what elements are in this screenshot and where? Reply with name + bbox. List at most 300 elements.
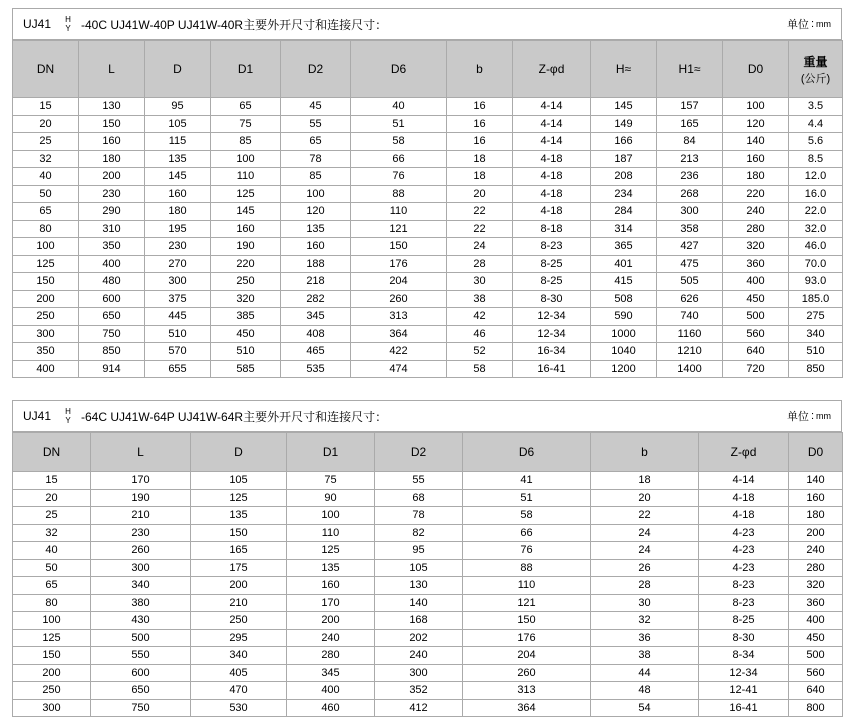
table-row bbox=[13, 647, 843, 665]
table-cell: 720 bbox=[723, 360, 789, 378]
table-cell: 100 bbox=[211, 150, 281, 168]
table-cell: 85 bbox=[211, 133, 281, 151]
table-cell: 125 bbox=[191, 489, 287, 507]
table-cell: 16-41 bbox=[513, 360, 591, 378]
table-cell: 408 bbox=[281, 325, 351, 343]
table-cell: 850 bbox=[789, 360, 843, 378]
table-cell: 4.4 bbox=[789, 115, 843, 133]
table-row bbox=[13, 343, 843, 361]
table-cell: 125 bbox=[287, 542, 375, 560]
section2-model-code: UJ41 bbox=[22, 409, 51, 423]
table-cell: 300 bbox=[13, 699, 91, 717]
table-cell: 360 bbox=[789, 594, 843, 612]
table-cell: 65 bbox=[281, 133, 351, 151]
th-weight-label: 重量 bbox=[803, 54, 828, 69]
table-cell: 54 bbox=[591, 699, 699, 717]
table-cell: 15 bbox=[13, 472, 91, 490]
table-cell: 36 bbox=[591, 629, 699, 647]
th-d2: D2 bbox=[281, 41, 351, 98]
table-cell: 16 bbox=[447, 98, 513, 116]
table-cell: 4-18 bbox=[513, 168, 591, 186]
section1-hy-y: Y bbox=[65, 24, 71, 33]
table-cell: 300 bbox=[145, 273, 211, 291]
table-cell: 505 bbox=[657, 273, 723, 291]
section2-unit: 单位 : mm bbox=[786, 410, 831, 423]
table-cell: 105 bbox=[145, 115, 211, 133]
table-cell: 75 bbox=[287, 472, 375, 490]
table-cell: 16-34 bbox=[513, 343, 591, 361]
table-cell: 380 bbox=[91, 594, 191, 612]
table-row bbox=[13, 594, 843, 612]
table-cell: 76 bbox=[351, 168, 447, 186]
table-cell: 160 bbox=[79, 133, 145, 151]
table-cell: 640 bbox=[789, 682, 843, 700]
table-cell: 8-18 bbox=[513, 220, 591, 238]
table-40c-header-row bbox=[13, 41, 843, 98]
section1-unit: 单位 : mm bbox=[786, 18, 831, 31]
section1-title-bar bbox=[12, 8, 842, 40]
table-cell: 560 bbox=[789, 664, 843, 682]
table-cell: 185.0 bbox=[789, 290, 843, 308]
table-cell: 130 bbox=[375, 577, 463, 595]
table-cell: 250 bbox=[13, 308, 79, 326]
table-cell: 1000 bbox=[591, 325, 657, 343]
table-cell: 300 bbox=[375, 664, 463, 682]
table-cell: 150 bbox=[191, 524, 287, 542]
table-cell: 310 bbox=[79, 220, 145, 238]
table-cell: 204 bbox=[351, 273, 447, 291]
table-cell: 460 bbox=[287, 699, 375, 717]
table-cell: 12.0 bbox=[789, 168, 843, 186]
section1-title-text: -40C UJ41W-40P UJ41W-40R主要外开尺寸和连接尺寸： bbox=[81, 17, 388, 32]
table-cell: 210 bbox=[191, 594, 287, 612]
table-cell: 202 bbox=[375, 629, 463, 647]
table-cell: 18 bbox=[447, 150, 513, 168]
table-cell: 65 bbox=[13, 577, 91, 595]
table-cell: 1400 bbox=[657, 360, 723, 378]
table-cell: 65 bbox=[13, 203, 79, 221]
table-cell: 480 bbox=[79, 273, 145, 291]
th-h1: H1≈ bbox=[657, 41, 723, 98]
table-cell: 282 bbox=[281, 290, 351, 308]
table-cell: 105 bbox=[191, 472, 287, 490]
table-cell: 260 bbox=[91, 542, 191, 560]
table-cell: 320 bbox=[723, 238, 789, 256]
table-cell: 740 bbox=[657, 308, 723, 326]
table-cell: 150 bbox=[79, 115, 145, 133]
table-cell: 150 bbox=[351, 238, 447, 256]
table-cell: 510 bbox=[789, 343, 843, 361]
table-cell: 30 bbox=[447, 273, 513, 291]
table-cell: 20 bbox=[591, 489, 699, 507]
table-cell: 48 bbox=[591, 682, 699, 700]
table-cell: 352 bbox=[375, 682, 463, 700]
table-cell: 82 bbox=[375, 524, 463, 542]
table-cell: 640 bbox=[723, 343, 789, 361]
table-cell: 46 bbox=[447, 325, 513, 343]
table-cell: 90 bbox=[287, 489, 375, 507]
table-cell: 236 bbox=[657, 168, 723, 186]
table-cell: 650 bbox=[79, 308, 145, 326]
table-row bbox=[13, 542, 843, 560]
table-cell: 430 bbox=[91, 612, 191, 630]
table-cell: 32 bbox=[13, 524, 91, 542]
table-cell: 42 bbox=[447, 308, 513, 326]
table-cell: 240 bbox=[723, 203, 789, 221]
table-cell: 20 bbox=[13, 489, 91, 507]
table-cell: 157 bbox=[657, 98, 723, 116]
table-cell: 120 bbox=[281, 203, 351, 221]
table-cell: 268 bbox=[657, 185, 723, 203]
table-cell: 360 bbox=[723, 255, 789, 273]
table-cell: 535 bbox=[281, 360, 351, 378]
section1-hy-stack bbox=[61, 9, 75, 39]
table-cell: 8-23 bbox=[699, 594, 789, 612]
table-cell: 240 bbox=[375, 647, 463, 665]
table-cell: 70.0 bbox=[789, 255, 843, 273]
table-cell: 210 bbox=[91, 507, 191, 525]
table-cell: 400 bbox=[13, 360, 79, 378]
table-cell: 20 bbox=[447, 185, 513, 203]
th2-d2: D2 bbox=[375, 433, 463, 472]
table-cell: 500 bbox=[723, 308, 789, 326]
table-cell: 65 bbox=[211, 98, 281, 116]
table-row bbox=[13, 507, 843, 525]
table-cell: 4-23 bbox=[699, 559, 789, 577]
table-cell: 140 bbox=[723, 133, 789, 151]
table-cell: 121 bbox=[463, 594, 591, 612]
table-cell: 445 bbox=[145, 308, 211, 326]
table-cell: 275 bbox=[789, 308, 843, 326]
table-cell: 570 bbox=[145, 343, 211, 361]
table-cell: 110 bbox=[287, 524, 375, 542]
table-cell: 510 bbox=[145, 325, 211, 343]
table-cell: 8-23 bbox=[699, 577, 789, 595]
table-cell: 295 bbox=[191, 629, 287, 647]
table-cell: 165 bbox=[191, 542, 287, 560]
table-cell: 68 bbox=[375, 489, 463, 507]
table-cell: 465 bbox=[281, 343, 351, 361]
table-cell: 22 bbox=[447, 220, 513, 238]
th2-zphid: Z-φd bbox=[699, 433, 789, 472]
table-row bbox=[13, 115, 843, 133]
table-cell: 510 bbox=[211, 343, 281, 361]
th2-l: L bbox=[91, 433, 191, 472]
table-row bbox=[13, 273, 843, 291]
table-cell: 8-25 bbox=[513, 255, 591, 273]
section1-hy-h: H bbox=[65, 15, 71, 24]
table-cell: 120 bbox=[723, 115, 789, 133]
table-cell: 135 bbox=[281, 220, 351, 238]
table-cell: 450 bbox=[789, 629, 843, 647]
table-cell: 26 bbox=[591, 559, 699, 577]
table-cell: 190 bbox=[211, 238, 281, 256]
table-cell: 150 bbox=[13, 647, 91, 665]
table-cell: 270 bbox=[145, 255, 211, 273]
table-cell: 45 bbox=[281, 98, 351, 116]
table-cell: 400 bbox=[789, 612, 843, 630]
section1-unit-label: 单位 bbox=[786, 19, 809, 31]
table-cell: 12-34 bbox=[513, 308, 591, 326]
table-cell: 110 bbox=[463, 577, 591, 595]
th-h: H≈ bbox=[591, 41, 657, 98]
table-cell: 585 bbox=[211, 360, 281, 378]
table-cell: 22.0 bbox=[789, 203, 843, 221]
table-cell: 204 bbox=[463, 647, 591, 665]
table-cell: 100 bbox=[13, 238, 79, 256]
th2-d1: D1 bbox=[287, 433, 375, 472]
table-row bbox=[13, 133, 843, 151]
table-cell: 78 bbox=[375, 507, 463, 525]
table-row bbox=[13, 612, 843, 630]
table-cell: 25 bbox=[13, 507, 91, 525]
table-row bbox=[13, 220, 843, 238]
table-cell: 450 bbox=[723, 290, 789, 308]
table-cell: 12-41 bbox=[699, 682, 789, 700]
table-row bbox=[13, 524, 843, 542]
table-cell: 66 bbox=[463, 524, 591, 542]
table-cell: 213 bbox=[657, 150, 723, 168]
table-cell: 405 bbox=[191, 664, 287, 682]
table-cell: 110 bbox=[211, 168, 281, 186]
table-cell: 105 bbox=[375, 559, 463, 577]
table-cell: 475 bbox=[657, 255, 723, 273]
table-cell: 15 bbox=[13, 98, 79, 116]
table-cell: 400 bbox=[287, 682, 375, 700]
table-cell: 40 bbox=[13, 168, 79, 186]
table-cell: 4-23 bbox=[699, 542, 789, 560]
table-cell: 284 bbox=[591, 203, 657, 221]
table-row bbox=[13, 629, 843, 647]
table-cell: 365 bbox=[591, 238, 657, 256]
table-cell: 121 bbox=[351, 220, 447, 238]
table-cell: 160 bbox=[211, 220, 281, 238]
table-cell: 100 bbox=[13, 612, 91, 630]
table-cell: 78 bbox=[281, 150, 351, 168]
table-cell: 22 bbox=[591, 507, 699, 525]
table-cell: 12-34 bbox=[513, 325, 591, 343]
table-row bbox=[13, 290, 843, 308]
table-cell: 32 bbox=[13, 150, 79, 168]
table-cell: 165 bbox=[657, 115, 723, 133]
table-row bbox=[13, 682, 843, 700]
th2-d6: D6 bbox=[463, 433, 591, 472]
table-cell: 5.6 bbox=[789, 133, 843, 151]
section2-title-text: -64C UJ41W-64P UJ41W-64R主要外开尺寸和连接尺寸： bbox=[81, 409, 388, 424]
table-cell: 176 bbox=[463, 629, 591, 647]
table-cell: 150 bbox=[13, 273, 79, 291]
table-cell: 220 bbox=[723, 185, 789, 203]
table-cell: 145 bbox=[591, 98, 657, 116]
table-cell: 234 bbox=[591, 185, 657, 203]
table-cell: 160 bbox=[789, 489, 843, 507]
table-cell: 530 bbox=[191, 699, 287, 717]
table-cell: 250 bbox=[13, 682, 91, 700]
table-cell: 58 bbox=[463, 507, 591, 525]
table-64c-body bbox=[13, 472, 843, 717]
table-cell: 32.0 bbox=[789, 220, 843, 238]
table-cell: 22 bbox=[447, 203, 513, 221]
table-cell: 12-34 bbox=[699, 664, 789, 682]
table-cell: 176 bbox=[351, 255, 447, 273]
table-row bbox=[13, 203, 843, 221]
table-cell: 55 bbox=[375, 472, 463, 490]
table-row bbox=[13, 664, 843, 682]
table-cell: 180 bbox=[79, 150, 145, 168]
table-cell: 187 bbox=[591, 150, 657, 168]
section2-title-bar bbox=[12, 400, 842, 432]
table-cell: 160 bbox=[723, 150, 789, 168]
table-cell: 125 bbox=[13, 255, 79, 273]
table-cell: 364 bbox=[351, 325, 447, 343]
table-cell: 135 bbox=[287, 559, 375, 577]
table-cell: 280 bbox=[789, 559, 843, 577]
table-cell: 55 bbox=[281, 115, 351, 133]
table-cell: 149 bbox=[591, 115, 657, 133]
table-cell: 508 bbox=[591, 290, 657, 308]
table-cell: 400 bbox=[79, 255, 145, 273]
table-cell: 135 bbox=[191, 507, 287, 525]
table-cell: 51 bbox=[463, 489, 591, 507]
table-cell: 320 bbox=[211, 290, 281, 308]
table-cell: 93.0 bbox=[789, 273, 843, 291]
table-cell: 200 bbox=[13, 290, 79, 308]
table-64c bbox=[12, 432, 843, 717]
table-cell: 175 bbox=[191, 559, 287, 577]
table-cell: 8-34 bbox=[699, 647, 789, 665]
table-cell: 200 bbox=[191, 577, 287, 595]
section1-unit-value: mm bbox=[816, 19, 831, 29]
table-cell: 314 bbox=[591, 220, 657, 238]
table-64c-header-row bbox=[13, 433, 843, 472]
table-cell: 600 bbox=[79, 290, 145, 308]
table-cell: 100 bbox=[723, 98, 789, 116]
table-cell: 345 bbox=[287, 664, 375, 682]
table-cell: 400 bbox=[723, 273, 789, 291]
table-cell: 560 bbox=[723, 325, 789, 343]
table-row bbox=[13, 699, 843, 717]
table-row bbox=[13, 150, 843, 168]
table-cell: 427 bbox=[657, 238, 723, 256]
table-cell: 401 bbox=[591, 255, 657, 273]
table-cell: 340 bbox=[91, 577, 191, 595]
table-cell: 8-30 bbox=[699, 629, 789, 647]
table-cell: 58 bbox=[351, 133, 447, 151]
table-cell: 8-23 bbox=[513, 238, 591, 256]
table-cell: 385 bbox=[211, 308, 281, 326]
table-cell: 18 bbox=[591, 472, 699, 490]
table-cell: 655 bbox=[145, 360, 211, 378]
table-cell: 190 bbox=[91, 489, 191, 507]
table-cell: 4-18 bbox=[513, 150, 591, 168]
th-d0: D0 bbox=[723, 41, 789, 98]
th-weight bbox=[789, 41, 843, 98]
table-cell: 240 bbox=[789, 542, 843, 560]
table-cell: 4-18 bbox=[513, 203, 591, 221]
table-cell: 8-30 bbox=[513, 290, 591, 308]
table-cell: 16 bbox=[447, 133, 513, 151]
table-cell: 200 bbox=[13, 664, 91, 682]
table-row bbox=[13, 577, 843, 595]
section2-hy-stack bbox=[61, 401, 75, 431]
table-cell: 100 bbox=[281, 185, 351, 203]
table-row bbox=[13, 238, 843, 256]
th-d6: D6 bbox=[351, 41, 447, 98]
table-cell: 3.5 bbox=[789, 98, 843, 116]
table-cell: 150 bbox=[463, 612, 591, 630]
table-cell: 340 bbox=[191, 647, 287, 665]
table-row bbox=[13, 308, 843, 326]
table-cell: 110 bbox=[351, 203, 447, 221]
table-cell: 51 bbox=[351, 115, 447, 133]
table-cell: 170 bbox=[91, 472, 191, 490]
th2-b: b bbox=[591, 433, 699, 472]
table-cell: 474 bbox=[351, 360, 447, 378]
table-cell: 24 bbox=[591, 524, 699, 542]
table-cell: 260 bbox=[351, 290, 447, 308]
table-40c-body bbox=[13, 98, 843, 378]
table-cell: 32 bbox=[591, 612, 699, 630]
table-cell: 180 bbox=[723, 168, 789, 186]
table-cell: 8-25 bbox=[699, 612, 789, 630]
table-cell: 24 bbox=[447, 238, 513, 256]
section2-unit-label: 单位 bbox=[786, 411, 809, 423]
table-cell: 145 bbox=[145, 168, 211, 186]
th-weight-unit: (公斤) bbox=[800, 72, 831, 85]
table-cell: 84 bbox=[657, 133, 723, 151]
table-cell: 200 bbox=[789, 524, 843, 542]
table-cell: 280 bbox=[723, 220, 789, 238]
table-row bbox=[13, 168, 843, 186]
table-row bbox=[13, 489, 843, 507]
table-cell: 24 bbox=[591, 542, 699, 560]
table-cell: 41 bbox=[463, 472, 591, 490]
table-cell: 280 bbox=[287, 647, 375, 665]
table-cell: 125 bbox=[13, 629, 91, 647]
table-cell: 130 bbox=[79, 98, 145, 116]
table-cell: 166 bbox=[591, 133, 657, 151]
table-cell: 160 bbox=[145, 185, 211, 203]
th2-d: D bbox=[191, 433, 287, 472]
table-cell: 85 bbox=[281, 168, 351, 186]
section-64c bbox=[12, 400, 842, 717]
table-cell: 170 bbox=[287, 594, 375, 612]
table-cell: 313 bbox=[351, 308, 447, 326]
table-cell: 415 bbox=[591, 273, 657, 291]
table-cell: 300 bbox=[91, 559, 191, 577]
table-cell: 4-14 bbox=[513, 115, 591, 133]
table-cell: 66 bbox=[351, 150, 447, 168]
table-64c-head bbox=[13, 433, 843, 472]
table-cell: 200 bbox=[287, 612, 375, 630]
th2-dn: DN bbox=[13, 433, 91, 472]
table-cell: 8-25 bbox=[513, 273, 591, 291]
table-cell: 25 bbox=[13, 133, 79, 151]
table-cell: 28 bbox=[591, 577, 699, 595]
table-cell: 600 bbox=[91, 664, 191, 682]
table-cell: 1200 bbox=[591, 360, 657, 378]
table-cell: 550 bbox=[91, 647, 191, 665]
table-cell: 320 bbox=[789, 577, 843, 595]
table-cell: 650 bbox=[91, 682, 191, 700]
table-cell: 230 bbox=[145, 238, 211, 256]
table-cell: 16-41 bbox=[699, 699, 789, 717]
table-cell: 160 bbox=[281, 238, 351, 256]
table-cell: 20 bbox=[13, 115, 79, 133]
table-cell: 38 bbox=[447, 290, 513, 308]
table-row bbox=[13, 360, 843, 378]
table-cell: 80 bbox=[13, 594, 91, 612]
